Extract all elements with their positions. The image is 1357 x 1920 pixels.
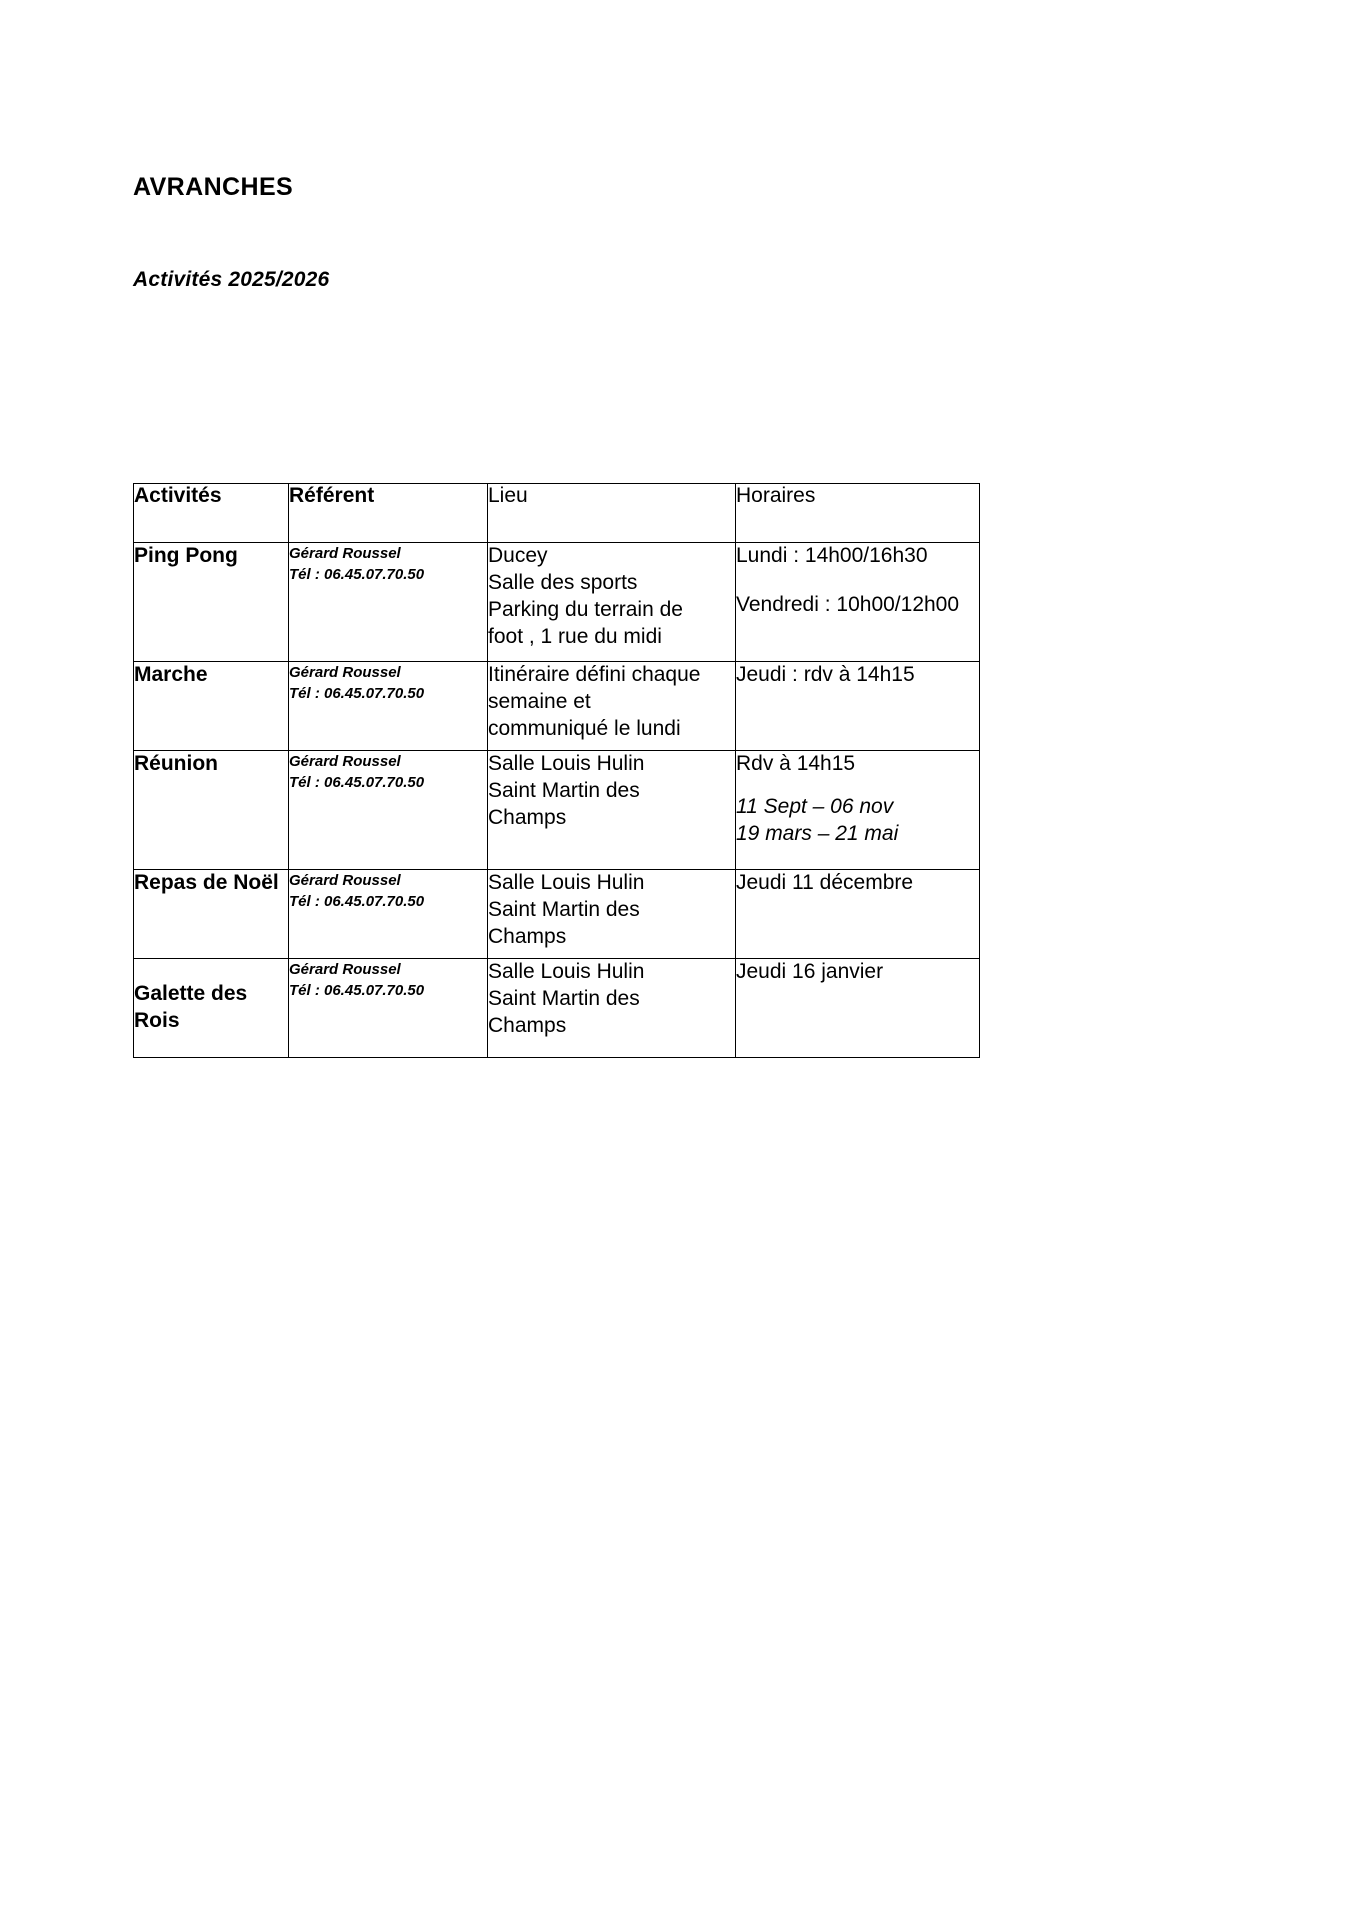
cell-lieu bbox=[488, 662, 736, 751]
lieu-line: Champs bbox=[488, 924, 567, 948]
table-header-row bbox=[134, 484, 980, 543]
activity-name: Ping Pong bbox=[134, 544, 238, 567]
lieu-line: Itinéraire défini chaque bbox=[488, 663, 701, 686]
lieu-line: Ducey bbox=[488, 544, 548, 567]
column-header-lieu: Lieu bbox=[488, 484, 528, 507]
activity-name: Repas de Noël bbox=[134, 871, 279, 894]
lieu-line: Saint Martin des bbox=[488, 986, 640, 1010]
cell-horaires bbox=[736, 751, 980, 870]
cell-activite bbox=[134, 543, 289, 662]
column-header-referent: Référent bbox=[289, 484, 375, 507]
column-header-horaires: Horaires bbox=[736, 484, 816, 507]
lieu-line: Salle des sports bbox=[488, 570, 638, 594]
lieu-line: Champs bbox=[488, 805, 567, 829]
lieu-line: Salle Louis Hulin bbox=[488, 960, 645, 983]
page-subtitle: Activités 2025/2026 bbox=[133, 268, 330, 291]
cell-activite bbox=[134, 870, 289, 959]
cell-horaires bbox=[736, 543, 980, 662]
activity-name: Galette des Rois bbox=[134, 982, 248, 1032]
lieu-line: semaine et bbox=[488, 689, 591, 713]
lieu-line: Saint Martin des bbox=[488, 778, 640, 802]
spacer bbox=[736, 778, 979, 794]
header-cell-horaires bbox=[736, 484, 980, 543]
header-cell-referent bbox=[289, 484, 488, 543]
cell-activite bbox=[134, 959, 289, 1058]
horaire-line: Rdv à 14h15 bbox=[736, 752, 856, 775]
horaire-date-line: 19 mars – 21 mai bbox=[736, 821, 899, 845]
cell-lieu bbox=[488, 870, 736, 959]
horaire-line: Jeudi 11 décembre bbox=[736, 871, 914, 894]
horaire-line: Jeudi 16 janvier bbox=[736, 960, 884, 983]
table-row bbox=[134, 959, 980, 1058]
table-row bbox=[134, 662, 980, 751]
table-row bbox=[134, 543, 980, 662]
cell-lieu bbox=[488, 959, 736, 1058]
cell-referent bbox=[289, 870, 488, 959]
header-cell-lieu bbox=[488, 484, 736, 543]
referent-name: Gérard Roussel bbox=[289, 545, 401, 562]
cell-activite bbox=[134, 662, 289, 751]
lieu-line: foot , 1 rue du midi bbox=[488, 624, 662, 648]
header-cell-activites bbox=[134, 484, 289, 543]
horaire-line: Jeudi : rdv à 14h15 bbox=[736, 663, 915, 686]
table-row bbox=[134, 870, 980, 959]
referent-phone: Tél : 06.45.07.70.50 bbox=[289, 982, 425, 1000]
column-header-activites: Activités bbox=[134, 484, 222, 507]
activity-name: Réunion bbox=[134, 752, 218, 775]
spacer bbox=[736, 570, 979, 592]
referent-phone: Tél : 06.45.07.70.50 bbox=[289, 685, 425, 703]
referent-phone: Tél : 06.45.07.70.50 bbox=[289, 893, 425, 911]
cell-referent bbox=[289, 959, 488, 1058]
cell-horaires bbox=[736, 959, 980, 1058]
table-row bbox=[134, 751, 980, 870]
cell-horaires bbox=[736, 870, 980, 959]
referent-name: Gérard Roussel bbox=[289, 753, 401, 770]
cell-lieu bbox=[488, 543, 736, 662]
referent-name: Gérard Roussel bbox=[289, 961, 401, 978]
cell-referent bbox=[289, 751, 488, 870]
horaire-line: Lundi : 14h00/16h30 bbox=[736, 544, 928, 567]
cell-referent bbox=[289, 662, 488, 751]
referent-phone: Tél : 06.45.07.70.50 bbox=[289, 566, 425, 584]
lieu-line: Champs bbox=[488, 1013, 567, 1037]
lieu-line: Salle Louis Hulin bbox=[488, 752, 645, 775]
cell-horaires bbox=[736, 662, 980, 751]
horaire-line: Vendredi : 10h00/12h00 bbox=[736, 592, 960, 616]
page-title: AVRANCHES bbox=[133, 173, 294, 201]
horaire-date-line: 11 Sept – 06 nov bbox=[736, 794, 894, 818]
lieu-line: Parking du terrain de bbox=[488, 597, 683, 621]
referent-name: Gérard Roussel bbox=[289, 872, 401, 889]
lieu-line: Saint Martin des bbox=[488, 897, 640, 921]
activity-name: Marche bbox=[134, 663, 208, 686]
cell-lieu bbox=[488, 751, 736, 870]
cell-activite bbox=[134, 751, 289, 870]
referent-phone: Tél : 06.45.07.70.50 bbox=[289, 774, 425, 792]
lieu-line: communiqué le lundi bbox=[488, 716, 681, 740]
cell-referent bbox=[289, 543, 488, 662]
referent-name: Gérard Roussel bbox=[289, 664, 401, 681]
lieu-line: Salle Louis Hulin bbox=[488, 871, 645, 894]
activities-table bbox=[133, 483, 980, 1058]
